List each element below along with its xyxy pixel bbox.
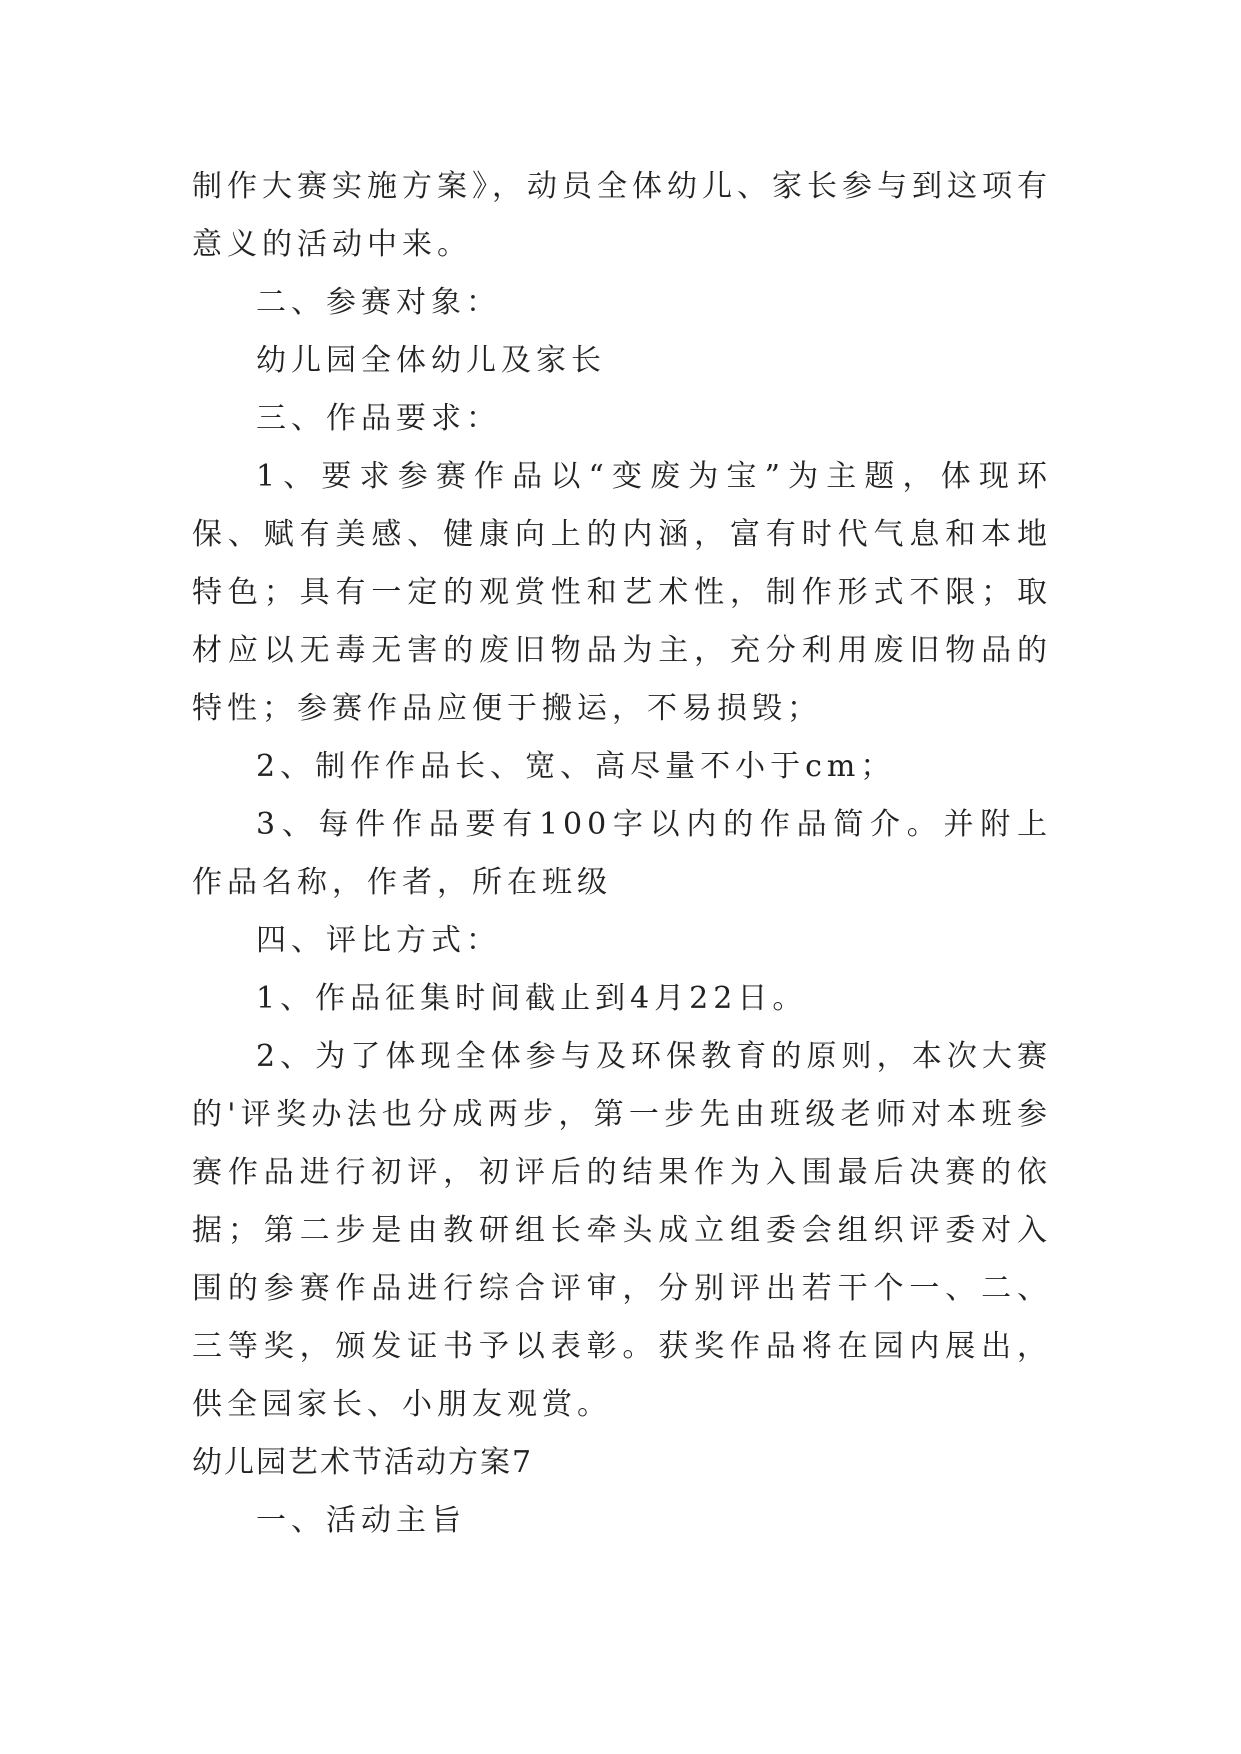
evaluation-item-1: 1、作品征集时间截止到4月22日。: [256, 981, 808, 1016]
heading-work-requirements: 三、作品要求：: [256, 401, 501, 436]
requirement-item-3: 3、每件作品要有100字以内的作品简介。并附上作品名称，作者，所在班级: [192, 807, 1052, 900]
paragraph-participants: 幼儿园全体幼儿及家长: [256, 343, 606, 378]
paragraph-intro-continuation: 制作大赛实施方案》，动员全体幼儿、家长参与到这项有意义的活动中来。: [192, 169, 1052, 262]
evaluation-item-2: 2、为了体现全体参与及环保教育的原则，本次大赛的'评奖办法也分成两步，第一步先由班级老师对本班参赛作品进行初评，初评后的结果作为入围最后决赛的依据；第二步是由教研组长牵头成立组委会组织评委对入围的参赛作品进行综合评审，分别评出若干个一、二、三等奖，颁发证书予以表彰。获奖作品将在园内展出，供全园家长、小朋友观赏。: [192, 1039, 1052, 1422]
requirement-item-1: 1、要求参赛作品以“变废为宝”为主题，体现环保、赋有美感、健康向上的内涵，富有时代气息和本地特色；具有一定的观赏性和艺术性，制作形式不限；取材应以无毒无害的废旧物品为主，充分利用废旧物品的特性；参赛作品应便于搬运，不易损毁；: [192, 459, 1052, 726]
heading-activity-purpose: 一、活动主旨: [256, 1503, 466, 1538]
heading-participants: 二、参赛对象：: [256, 285, 501, 320]
section-title-plan-7: 幼儿园艺术节活动方案7: [192, 1445, 534, 1480]
requirement-item-2: 2、制作作品长、宽、高尽量不小于cm；: [256, 749, 896, 784]
heading-evaluation-method: 四、评比方式：: [256, 923, 501, 958]
document-body: [192, 158, 1052, 1550]
